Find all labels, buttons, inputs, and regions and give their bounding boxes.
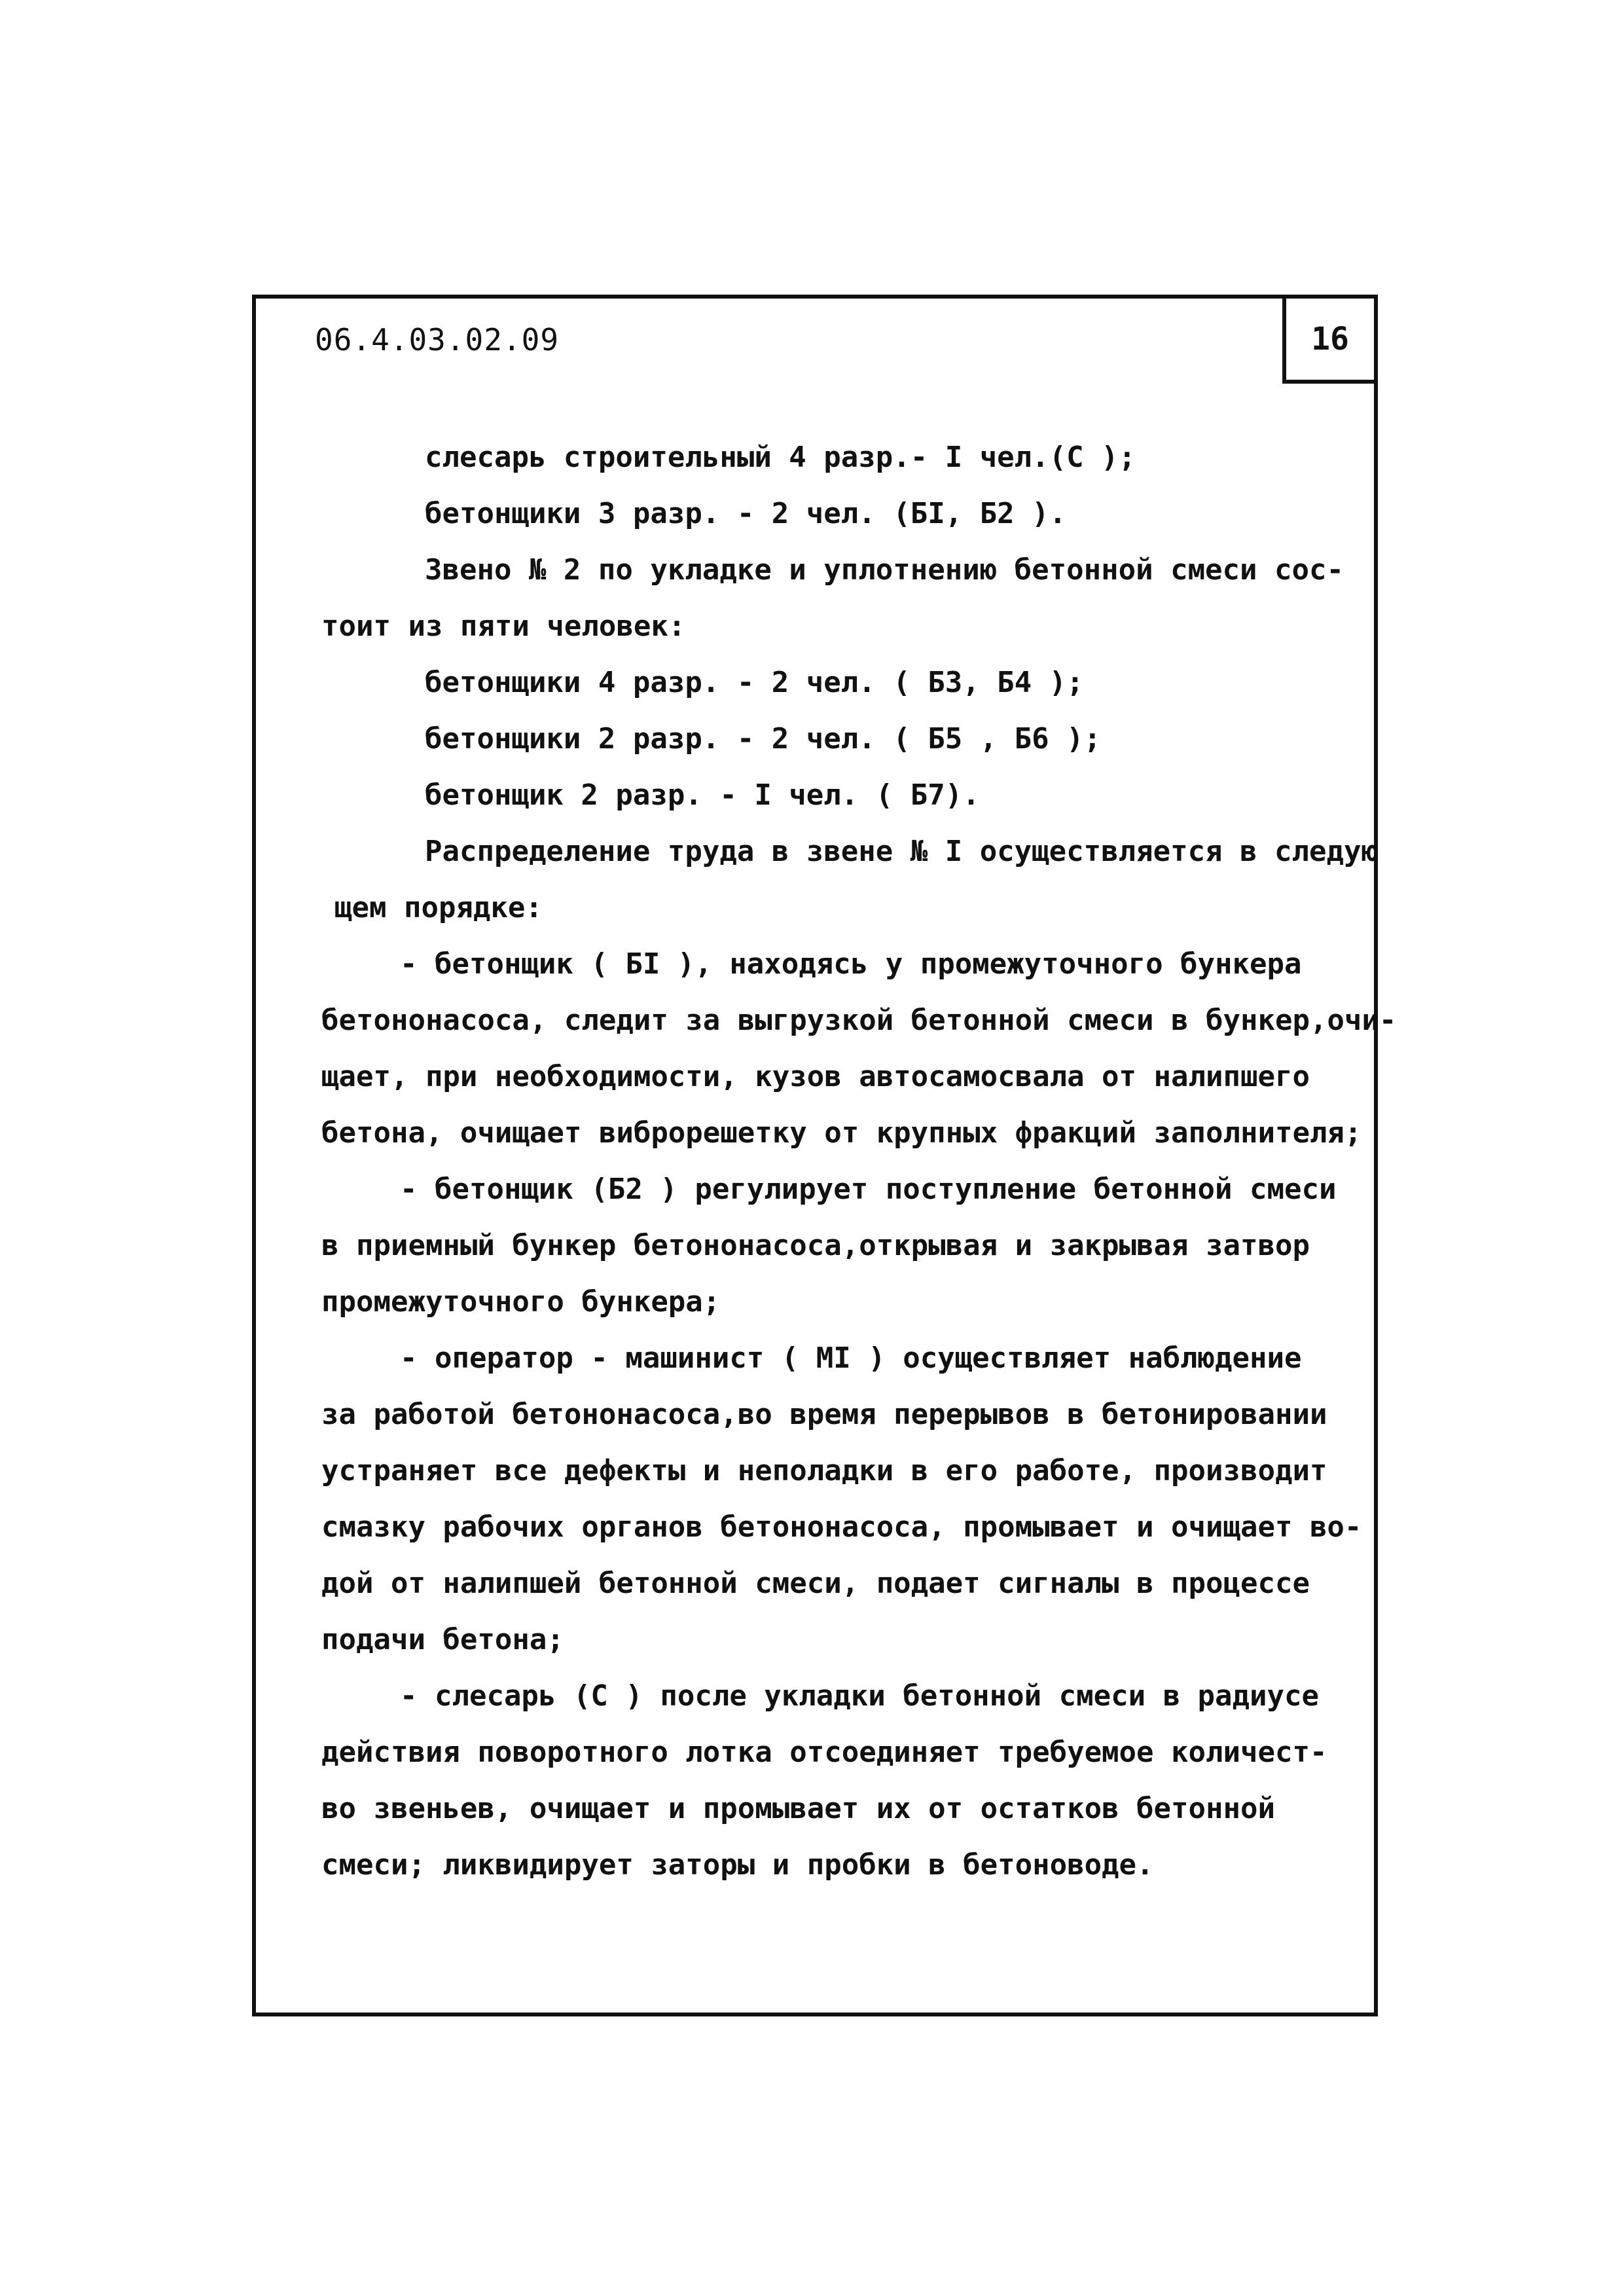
text-line: - бетонщик ( БI ), находясь у промежуточного бункера [400, 947, 1302, 981]
text-line: дой от налипшей бетонной смеси, подает сигналы в процессе [321, 1567, 1310, 1600]
page-number: 16 [1282, 299, 1374, 384]
text-line: устраняет все дефекты и неполадки в его работе, производит [321, 1454, 1327, 1487]
page-frame [252, 295, 1397, 2016]
text-line: смазку рабочих органов бетононасоса, промывает и очищает во- [321, 1510, 1362, 1544]
text-line: бетона, очищает виброрешетку от крупных фракций заполнителя; [321, 1116, 1362, 1150]
text-line: бетонщики 4 разр. - 2 чел. ( Б3, Б4 ); [425, 666, 1084, 699]
text-line: тоит из пяти человек: [321, 610, 686, 643]
text-line: действия поворотного лотка отсоединяет требуемое количест- [321, 1736, 1327, 1769]
text-line: за работой бетононасоса,во время перерывов в бетонировании [321, 1398, 1327, 1431]
text-line: бетонщики 2 разр. - 2 чел. ( Б5 , Б6 ); [425, 722, 1102, 756]
text-line: промежуточного бункера; [321, 1285, 721, 1319]
text-line: бетононасоса, следит за выгрузкой бетонной смеси в бункер,очи- [321, 1004, 1397, 1037]
text-line: смеси; ликвидирует заторы и пробки в бетоноводе. [321, 1848, 1154, 1882]
text-line: - слесарь (С ) после укладки бетонной смеси в радиусе [400, 1679, 1319, 1713]
text-line: - оператор - машинист ( МI ) осуществляет наблюдение [400, 1341, 1302, 1375]
text-line: Распределение труда в звене № I осуществляется в следую [425, 835, 1379, 868]
document-number: 06.4.03.02.09 [315, 322, 560, 357]
text-line: бетонщики 3 разр. - 2 чел. (БI, Б2 ). [425, 497, 1067, 530]
text-line: подачи бетона; [321, 1623, 564, 1656]
document-body [321, 429, 1397, 1893]
text-line: во звеньев, очищает и промывает их от остатков бетонной [321, 1792, 1275, 1825]
text-line: слесарь строительный 4 разр.- I чел.(С ); [425, 441, 1136, 474]
text-line: Звено № 2 по укладке и уплотнению бетонной смеси сос- [425, 553, 1344, 587]
text-line: бетонщик 2 разр. - I чел. ( Б7). [425, 778, 980, 812]
text-line: - бетонщик (Б2 ) регулирует поступление бетонной смеси [400, 1173, 1337, 1206]
text-line: в приемный бункер бетононасоса,открывая и закрывая затвор [321, 1229, 1310, 1262]
text-line: щем порядке: [334, 891, 543, 924]
text-line: щает, при необходимости, кузов автосамосвала от налипшего [321, 1060, 1310, 1093]
